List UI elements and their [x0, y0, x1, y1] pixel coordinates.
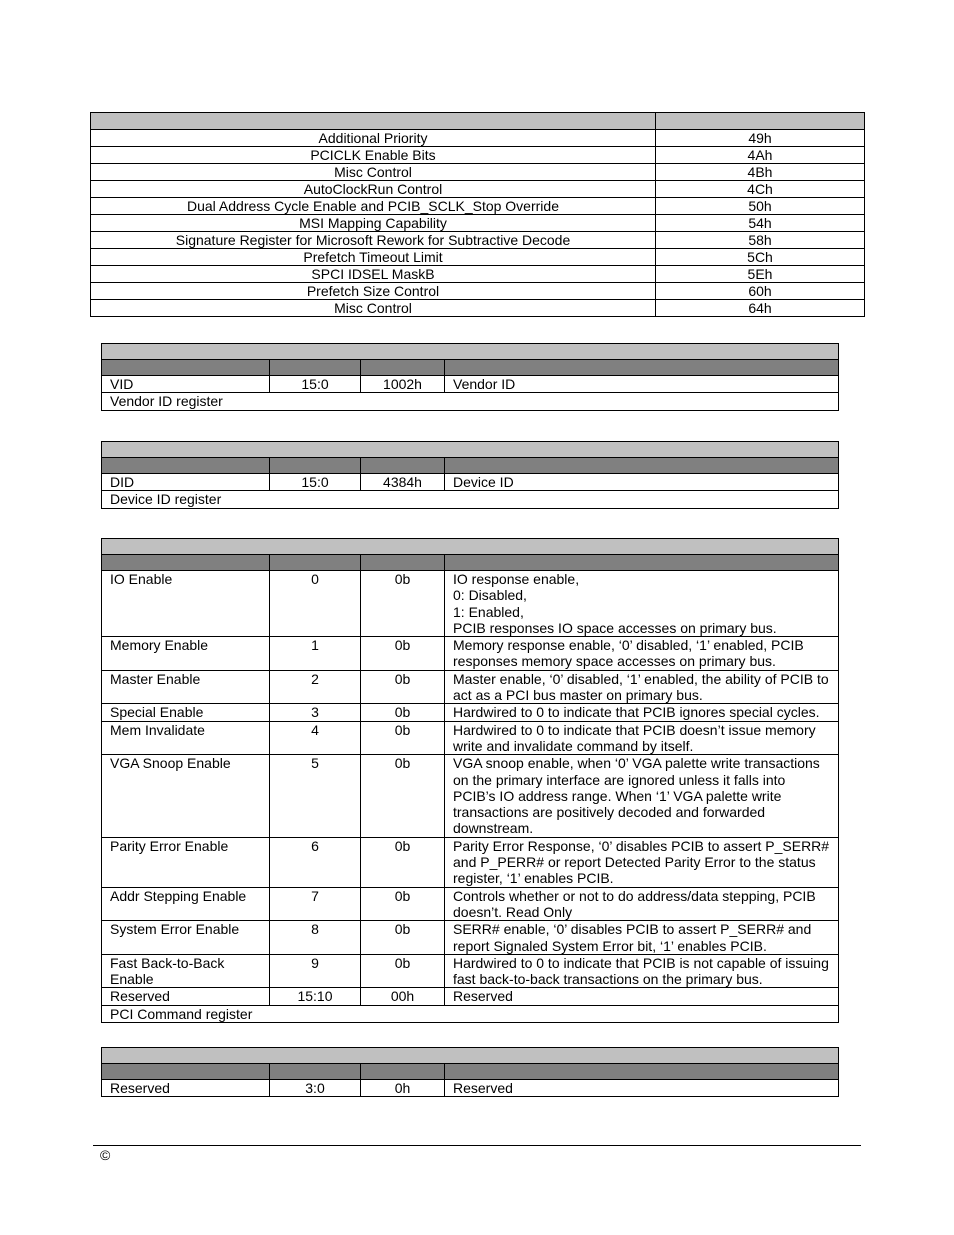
- field-bits: 3:0: [270, 1080, 361, 1097]
- field-name: Mem Invalidate: [102, 721, 270, 755]
- register-offset: 58h: [656, 232, 865, 249]
- field-default: 0b: [361, 721, 445, 755]
- description-line: 0: Disabled,: [453, 587, 527, 604]
- register-name: Prefetch Size Control: [91, 283, 656, 300]
- field-name: IO Enable: [102, 571, 270, 637]
- table-row: [102, 887, 839, 921]
- register-name: SPCI IDSEL MaskB: [91, 266, 656, 283]
- register-caption: Vendor ID register: [102, 393, 839, 410]
- field-default: 0b: [361, 704, 445, 721]
- field-default: 0b: [361, 637, 445, 671]
- field-name: Reserved: [102, 988, 270, 1005]
- description-line: Master enable, ‘0’ disabled, ‘1’ enabled, the ability of PCIB to act as a PCI bus master on primary bus.: [453, 670, 829, 704]
- table-row: [91, 266, 865, 283]
- description-line: Hardwired to 0 to indicate that PCIB ignores special cycles.: [453, 704, 820, 721]
- field-description: [445, 721, 839, 755]
- field-name: Addr Stepping Enable: [102, 887, 270, 921]
- register-name: Misc Control: [91, 300, 656, 317]
- field-bits: 1: [270, 637, 361, 671]
- register-offset: 5Ch: [656, 249, 865, 266]
- description-line: IO response enable,: [453, 571, 580, 587]
- field-description: [445, 887, 839, 921]
- table-row: [91, 198, 865, 215]
- table-row: [91, 249, 865, 266]
- footer-divider: [93, 1145, 861, 1146]
- table-row: [102, 637, 839, 671]
- register-name: AutoClockRun Control: [91, 181, 656, 198]
- table-row: [102, 704, 839, 721]
- register-offset: 4Bh: [656, 164, 865, 181]
- pci-command-table: [101, 538, 839, 1023]
- table-row: [102, 988, 839, 1005]
- field-default: 0b: [361, 954, 445, 988]
- field-name: Master Enable: [102, 670, 270, 704]
- field-name: VGA Snoop Enable: [102, 755, 270, 837]
- field-description: [445, 921, 839, 955]
- field-name: Fast Back-to-Back Enable: [102, 954, 270, 988]
- register-caption: Device ID register: [102, 491, 839, 508]
- field-bits: 6: [270, 837, 361, 887]
- field-default: 0b: [361, 837, 445, 887]
- status-table: [101, 1047, 839, 1097]
- field-default: 0b: [361, 755, 445, 837]
- description-line: VGA snoop enable, when ‘0’ VGA palette write transactions on the primary interface are ignored unless it falls into PCIB’s IO address range. When ‘1’ VGA palette write transactions are positively decoded and forwarded downstream.: [453, 755, 820, 837]
- table-row: [91, 181, 865, 198]
- table-row: [102, 921, 839, 955]
- field-description: Reserved: [445, 1080, 839, 1097]
- field-name: Special Enable: [102, 704, 270, 721]
- field-name: Parity Error Enable: [102, 837, 270, 887]
- table-row: [102, 755, 839, 837]
- field-name: DID: [102, 474, 270, 491]
- register-offset: 4Ah: [656, 147, 865, 164]
- field-bits: 3: [270, 704, 361, 721]
- register-name: PCICLK Enable Bits: [91, 147, 656, 164]
- register-offset: 54h: [656, 215, 865, 232]
- register-offset: 4Ch: [656, 181, 865, 198]
- field-bits: 0: [270, 571, 361, 637]
- register-summary-table: [90, 112, 865, 317]
- register-name: Misc Control: [91, 164, 656, 181]
- field-default: 0h: [361, 1080, 445, 1097]
- field-default: 0b: [361, 887, 445, 921]
- field-bits: 7: [270, 887, 361, 921]
- table-row: [91, 232, 865, 249]
- field-name: System Error Enable: [102, 921, 270, 955]
- field-bits: 15:0: [270, 474, 361, 491]
- register-name: MSI Mapping Capability: [91, 215, 656, 232]
- description-line: 1: Enabled,: [453, 603, 524, 620]
- field-description: [445, 704, 839, 721]
- register-name: Signature Register for Microsoft Rework for Subtractive Decode: [91, 232, 656, 249]
- field-default: 4384h: [361, 474, 445, 491]
- description-line: Parity Error Response, ‘0’ disables PCIB to assert P_SERR# and P_PERR# or report Detected Parity Error to the status register, ‘1’ enables PCIB.: [453, 837, 830, 887]
- register-name: Dual Address Cycle Enable and PCIB_SCLK_Stop Override: [91, 198, 656, 215]
- device-id-table: [101, 441, 839, 509]
- register-offset: 5Eh: [656, 266, 865, 283]
- field-description: [445, 571, 839, 637]
- description-line: PCIB responses IO space accesses on primary bus.: [453, 619, 777, 636]
- table-row: [91, 300, 865, 317]
- table-row: [91, 164, 865, 181]
- field-bits: 4: [270, 721, 361, 755]
- field-name: Reserved: [102, 1080, 270, 1097]
- description-line: Reserved: [453, 988, 513, 1005]
- field-default: 0b: [361, 921, 445, 955]
- register-caption: PCI Command register: [102, 1005, 839, 1022]
- description-line: SERR# enable, ‘0’ disables PCIB to assert P_SERR# and report Signaled System Error bit, ‘1’ enables PCIB.: [453, 921, 812, 954]
- field-bits: 5: [270, 755, 361, 837]
- field-name: VID: [102, 376, 270, 393]
- field-description: [445, 670, 839, 704]
- field-description: Vendor ID: [445, 376, 839, 393]
- table-row: [91, 215, 865, 232]
- field-name: Memory Enable: [102, 637, 270, 671]
- field-default: 0b: [361, 571, 445, 637]
- table-row: [102, 837, 839, 887]
- field-bits: 2: [270, 670, 361, 704]
- table-row: [91, 283, 865, 300]
- table-row: [102, 376, 839, 393]
- register-name: Prefetch Timeout Limit: [91, 249, 656, 266]
- field-default: 00h: [361, 988, 445, 1005]
- vendor-id-table: [101, 343, 839, 411]
- field-description: [445, 837, 839, 887]
- description-line: Hardwired to 0 to indicate that PCIB doesn’t issue memory write and invalidate command by itself.: [453, 721, 816, 754]
- register-offset: 49h: [656, 130, 865, 147]
- field-description: [445, 755, 839, 837]
- field-default: 0b: [361, 670, 445, 704]
- table-row: [91, 147, 865, 164]
- register-offset: 50h: [656, 198, 865, 215]
- description-line: Controls whether or not to do address/data stepping, PCIB doesn’t. Read Only: [453, 887, 816, 920]
- register-name: Additional Priority: [91, 130, 656, 147]
- field-description: [445, 988, 839, 1005]
- field-bits: 8: [270, 921, 361, 955]
- field-bits: 15:10: [270, 988, 361, 1005]
- register-offset: 60h: [656, 283, 865, 300]
- field-bits: 9: [270, 954, 361, 988]
- field-default: 1002h: [361, 376, 445, 393]
- description-line: Memory response enable, ‘0’ disabled, ‘1’ enabled, PCIB responses memory space accesses on primary bus.: [453, 637, 804, 670]
- table-row: [102, 571, 839, 637]
- field-description: Device ID: [445, 474, 839, 491]
- table-row: [102, 474, 839, 491]
- table-row: [102, 1080, 839, 1097]
- field-description: [445, 637, 839, 671]
- field-bits: 15:0: [270, 376, 361, 393]
- table-row: [102, 721, 839, 755]
- table-row: [102, 670, 839, 704]
- description-line: Hardwired to 0 to indicate that PCIB is not capable of issuing fast back-to-back transactions on the primary bus.: [453, 954, 829, 988]
- table-row: [91, 130, 865, 147]
- register-offset: 64h: [656, 300, 865, 317]
- table-row: [102, 954, 839, 988]
- copyright-text: ©: [100, 1147, 111, 1163]
- field-description: [445, 954, 839, 988]
